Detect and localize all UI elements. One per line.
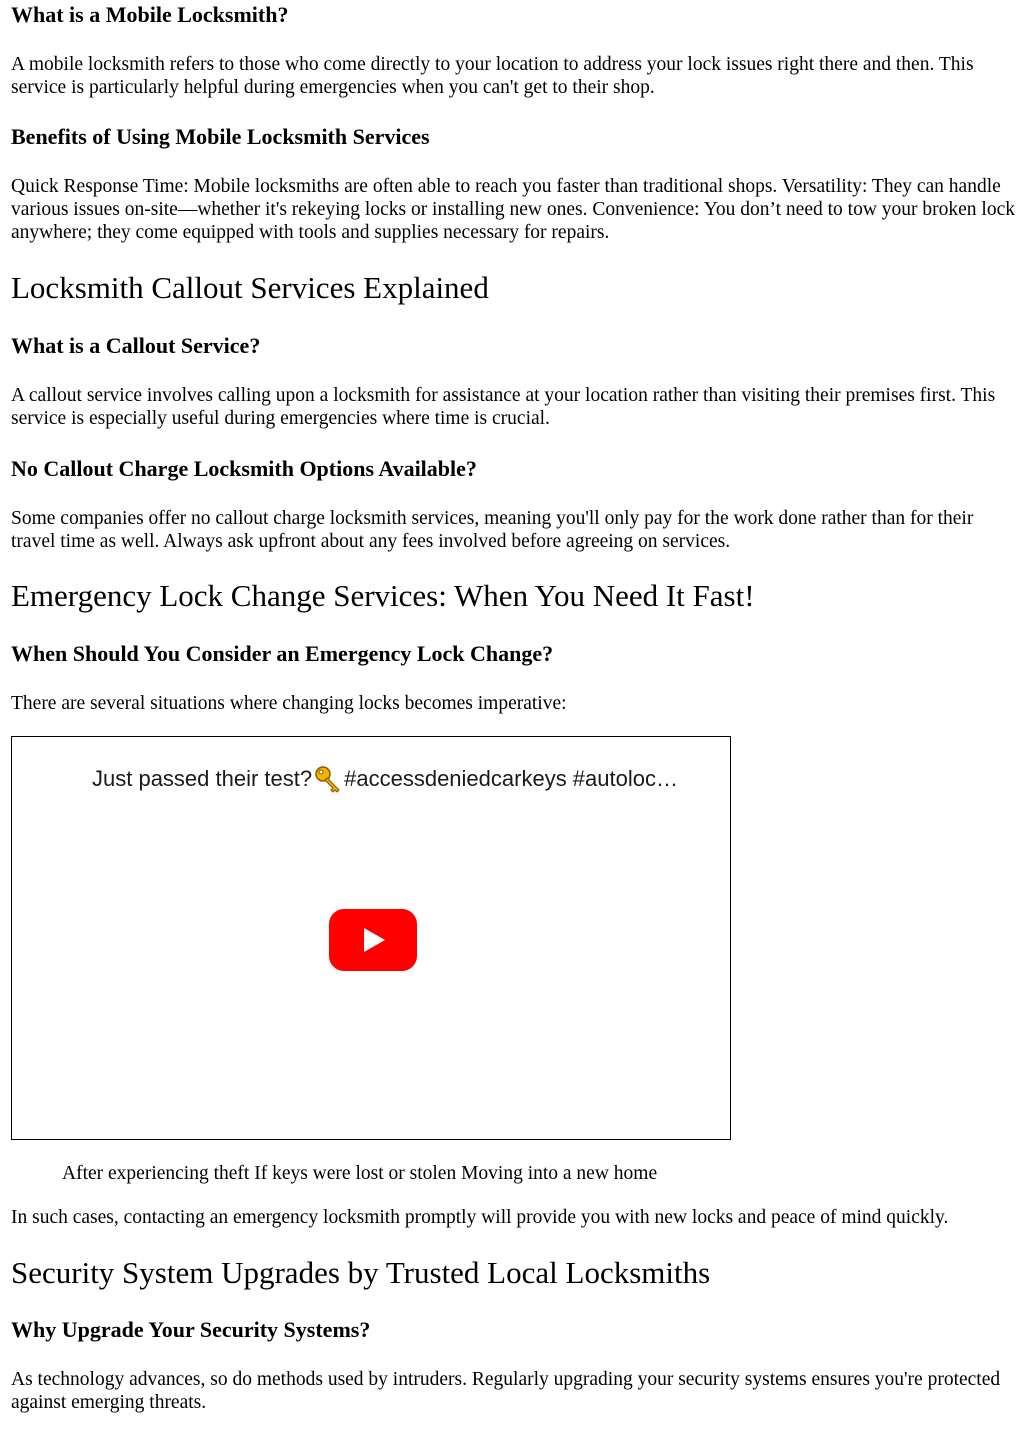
why-upgrade-heading: Why Upgrade Your Security Systems? bbox=[11, 1317, 371, 1342]
youtube-video-embed[interactable] bbox=[11, 736, 731, 1140]
emergency-lock-change-title: Emergency Lock Change Services: When You Need It Fast! bbox=[11, 578, 755, 613]
mobile-locksmith-heading: What is a Mobile Locksmith? bbox=[11, 2, 289, 27]
key-icon bbox=[314, 765, 342, 793]
callout-services-title: Locksmith Callout Services Explained bbox=[11, 270, 489, 305]
benefits-heading: Benefits of Using Mobile Locksmith Services bbox=[11, 124, 430, 149]
mobile-locksmith-paragraph: A mobile locksmith refers to those who come directly to your location to address your lock issues right there and then. This service is particularly helpful during emergencies when you can't get to their shop. bbox=[11, 54, 974, 98]
youtube-play-icon[interactable] bbox=[329, 909, 417, 971]
video-title[interactable] bbox=[92, 765, 712, 793]
emergency-lock-change-heading: When Should You Consider an Emergency Lock Change? bbox=[11, 641, 554, 666]
no-callout-charge-paragraph: Some companies offer no callout charge locksmith services, meaning you'll only pay for the work done rather than for their travel time as well. Always ask upfront about any fees involved before agreeing on services. bbox=[11, 508, 974, 552]
video-title-text: Just passed their test? bbox=[92, 766, 313, 791]
no-callout-charge-heading: No Callout Charge Locksmith Options Available? bbox=[11, 456, 477, 481]
security-upgrades-title: Security System Upgrades by Trusted Local Locksmiths bbox=[11, 1255, 711, 1290]
video-title-hashtags: #accessdeniedcarkeys #autoloc… bbox=[344, 766, 678, 791]
emergency-lock-change-paragraph: There are several situations where changing locks becomes imperative: bbox=[11, 693, 567, 714]
benefits-paragraph: Quick Response Time: Mobile locksmiths are often able to reach you faster than traditional shops. Versatility: They can handle various issues on-site—whether it's rekeying locks or installing new ones. Convenience: You don’t need to tow your broken lock anywhere; they come equipped with tools and supplies necessary for repairs. bbox=[11, 176, 1015, 243]
emergency-cases-paragraph: In such cases, contacting an emergency locksmith promptly will provide you with new locks and peace of mind quickly. bbox=[11, 1207, 949, 1228]
situations-list-text: After experiencing theft If keys were lost or stolen Moving into a new home bbox=[62, 1163, 658, 1184]
callout-service-heading: What is a Callout Service? bbox=[11, 333, 261, 358]
why-upgrade-paragraph: As technology advances, so do methods used by intruders. Regularly upgrading your security systems ensures you're protected against emerging threats. bbox=[11, 1369, 1001, 1413]
callout-service-paragraph: A callout service involves calling upon a locksmith for assistance at your location rather than visiting their premises first. This service is especially useful during emergencies where time is crucial. bbox=[11, 385, 996, 429]
